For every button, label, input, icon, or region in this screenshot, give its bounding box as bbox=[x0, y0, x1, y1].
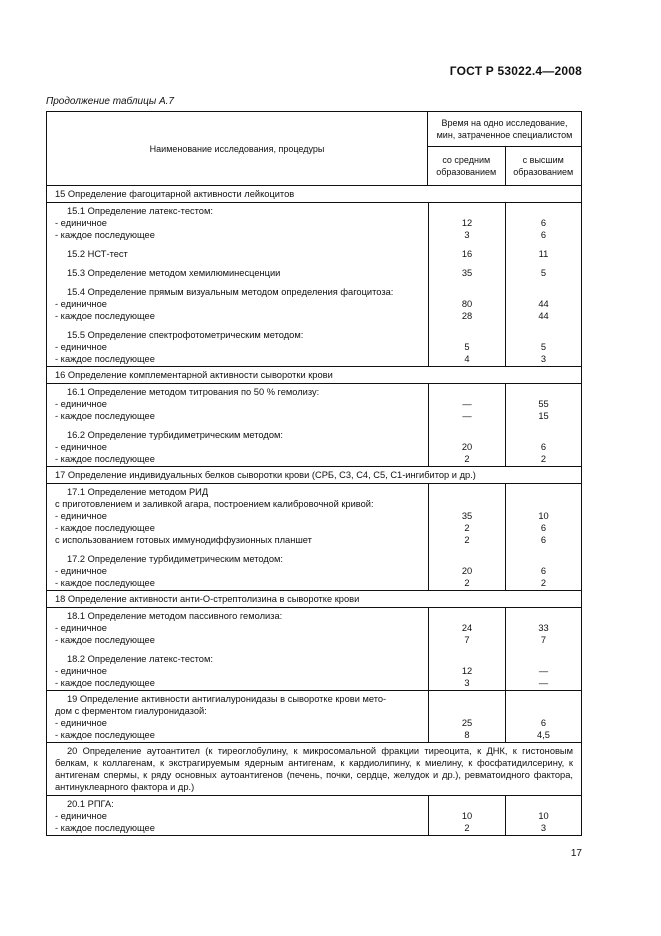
value-cell: 25 bbox=[461, 718, 473, 728]
value-cell: 10 bbox=[461, 811, 473, 821]
document-id: ГОСТ Р 53022.4—2008 bbox=[449, 64, 582, 78]
value-cell: 7 bbox=[464, 635, 470, 645]
item-title: 15.4 Определение прямым визуальным методом определения фагоцитоза: bbox=[67, 287, 394, 297]
value-cell: 2 bbox=[464, 535, 470, 545]
item-label: - единичное bbox=[55, 666, 107, 676]
value-cell: 10 bbox=[538, 511, 549, 521]
item-label: - каждое последующее bbox=[55, 823, 155, 833]
value-cell: 3 bbox=[464, 230, 470, 240]
section-title: 18 Определение активности анти-О-стрептолизина в сыворотке крови bbox=[55, 594, 360, 604]
table-header-row bbox=[47, 112, 581, 185]
section-row-16 bbox=[47, 366, 581, 383]
section-row-15 bbox=[47, 185, 581, 202]
section-body-17 bbox=[47, 483, 581, 590]
item-label: - единичное bbox=[55, 511, 107, 521]
item-label: - единичное bbox=[55, 811, 107, 821]
value-cell: 80 bbox=[461, 299, 473, 309]
item-label: - единичное bbox=[55, 566, 107, 576]
section-body-15 bbox=[47, 202, 581, 366]
item-title: 15.5 Определение спектрофотометрическим методом: bbox=[67, 330, 304, 340]
value-cell: 33 bbox=[538, 623, 549, 633]
value-cell: 11 bbox=[538, 249, 549, 259]
value-cell: 2 bbox=[540, 454, 547, 464]
value-cell: 4,5 bbox=[537, 730, 550, 740]
value-cell: 16 bbox=[461, 249, 473, 259]
value-cell: 6 bbox=[540, 218, 547, 228]
value-cell: 3 bbox=[540, 823, 547, 833]
item-label: - каждое последующее bbox=[55, 578, 155, 588]
value-cell: 6 bbox=[540, 535, 547, 545]
value-cell: 35 bbox=[461, 268, 473, 278]
value-cell: 6 bbox=[540, 523, 547, 533]
header-time-per-study: Время на одно исследование, мин, затраченное специалистом bbox=[428, 112, 581, 147]
item-label: - единичное bbox=[55, 399, 107, 409]
item-title: 15.3 Определение методом хемилюминесценции bbox=[67, 268, 281, 278]
item-title: 17.1 Определение методом РИД bbox=[67, 487, 209, 497]
value-cell: 2 bbox=[464, 454, 470, 464]
section-title: 19 Определение активности антигиалуронидазы в сыворотке крови мето- bbox=[67, 694, 387, 704]
value-cell: 24 bbox=[461, 623, 473, 633]
item-label: - каждое последующее bbox=[55, 411, 155, 421]
value-cell: — bbox=[538, 678, 549, 688]
value-cell: 12 bbox=[461, 218, 473, 228]
item-label: с использованием готовых иммунодиффузионных планшет bbox=[55, 535, 312, 545]
item-label: - единичное bbox=[55, 342, 107, 352]
item-title: 16.1 Определение методом титрования по 50 % гемолизу: bbox=[67, 387, 320, 397]
item-label: - единичное bbox=[55, 218, 107, 228]
time-norms-table bbox=[46, 111, 582, 836]
value-cell: 6 bbox=[540, 718, 547, 728]
section-title: 16 Определение комплементарной активности сыворотки крови bbox=[55, 370, 333, 380]
value-cell: 20 bbox=[461, 566, 473, 576]
item-label: - каждое последующее bbox=[55, 523, 155, 533]
section-body-20 bbox=[47, 795, 581, 835]
item-label: - единичное bbox=[55, 718, 107, 728]
item-label: - каждое последующее bbox=[55, 730, 155, 740]
item-title: 15.1 Определение латекс-тестом: bbox=[67, 206, 213, 216]
item-title: 18.1 Определение методом пассивного гемолиза: bbox=[67, 611, 283, 621]
table-continuation-caption: Продолжение таблицы А.7 bbox=[46, 96, 174, 107]
section-body-19 bbox=[47, 690, 581, 742]
item-title: 20.1 РПГА: bbox=[67, 799, 114, 809]
item-label: - единичное bbox=[55, 623, 107, 633]
page-number: 17 bbox=[570, 848, 582, 859]
section-title-cont: дом с ферментом гиалуронидазой: bbox=[55, 706, 207, 716]
value-cell: — bbox=[462, 399, 472, 409]
value-cell: 15 bbox=[538, 411, 549, 421]
item-title: 15.2 НСТ-тест bbox=[67, 249, 128, 259]
value-cell: 5 bbox=[540, 268, 547, 278]
item-label: - единичное bbox=[55, 299, 107, 309]
value-cell: 5 bbox=[464, 342, 470, 352]
value-cell: 4 bbox=[464, 354, 470, 364]
value-cell: 55 bbox=[538, 399, 549, 409]
value-cell: 2 bbox=[540, 578, 547, 588]
value-cell: 8 bbox=[464, 730, 470, 740]
value-cell: 2 bbox=[464, 578, 470, 588]
item-label: - каждое последующее bbox=[55, 230, 155, 240]
item-label: - единичное bbox=[55, 442, 107, 452]
value-cell: 7 bbox=[540, 635, 547, 645]
item-title: 17.2 Определение турбидиметрическим методом: bbox=[67, 554, 283, 564]
value-cell: 12 bbox=[461, 666, 473, 676]
section-row-17 bbox=[47, 466, 581, 483]
value-cell: 5 bbox=[540, 342, 547, 352]
item-label: - каждое последующее bbox=[55, 311, 155, 321]
section-row-18 bbox=[47, 590, 581, 607]
item-subtitle: с приготовлением и заливкой агара, построением калибровочной кривой: bbox=[55, 499, 374, 509]
item-label: - каждое последующее bbox=[55, 354, 155, 364]
value-cell: — bbox=[538, 666, 549, 676]
value-cell: 44 bbox=[538, 311, 549, 321]
item-label: - каждое последующее bbox=[55, 635, 155, 645]
item-label: - каждое последующее bbox=[55, 454, 155, 464]
value-cell: 10 bbox=[538, 811, 549, 821]
value-cell: 3 bbox=[540, 354, 547, 364]
value-cell: 28 bbox=[461, 311, 473, 321]
section-body-16 bbox=[47, 383, 581, 466]
section-title: 20 Определение аутоантител (к тиреоглобулину, к микросомальной фракции тиреоцита, к ДНК, к гистоновым белкам, к коллагенам, к экстрагируемым ядерным антигенам, к кардиолипину, к миелину, к фосфатидилсерину, к антигенам спермы, к ряду основных аутоантигенов (печень, почки, сердце, желудок и др.), ревматоидного фактора, антинуклеарного фактора и др.) bbox=[55, 746, 573, 792]
item-label: - каждое последующее bbox=[55, 678, 155, 688]
value-cell: 35 bbox=[461, 511, 473, 521]
section-row-20 bbox=[47, 742, 581, 795]
value-cell: 20 bbox=[461, 442, 473, 452]
value-cell: 3 bbox=[464, 678, 470, 688]
value-cell: 6 bbox=[540, 566, 547, 576]
header-higher-education: с высшим образованием bbox=[505, 147, 582, 185]
header-secondary-education: со средним образованием bbox=[436, 155, 497, 177]
item-title: 16.2 Определение турбидиметрическим методом: bbox=[67, 430, 283, 440]
value-cell: — bbox=[462, 411, 472, 421]
value-cell: 6 bbox=[540, 230, 547, 240]
value-cell: 2 bbox=[464, 523, 470, 533]
section-body-18 bbox=[47, 607, 581, 690]
value-cell: 6 bbox=[540, 442, 547, 452]
header-procedure-name: Наименование исследования, процедуры bbox=[149, 143, 325, 154]
item-title: 18.2 Определение латекс-тестом: bbox=[67, 654, 213, 664]
value-cell: 44 bbox=[538, 299, 549, 309]
value-cell: 2 bbox=[464, 823, 470, 833]
section-title: 15 Определение фагоцитарной активности лейкоцитов bbox=[55, 189, 295, 199]
section-title: 17 Определение индивидуальных белков сыворотки крови (СРБ, С3, С4, С5, С1-ингибитор и др.) bbox=[55, 470, 476, 480]
